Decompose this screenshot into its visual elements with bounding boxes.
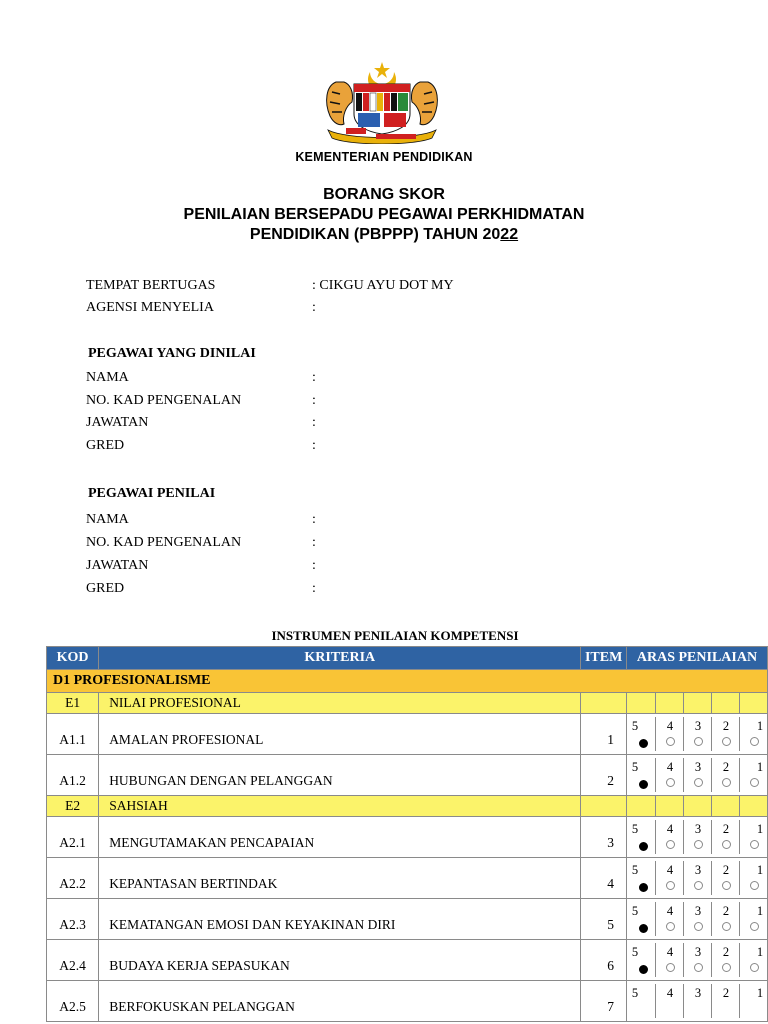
element-row [47,796,768,817]
rating-option-label: 3 [694,719,702,733]
rating-option [711,902,740,936]
assessee-position-value: : [312,415,316,430]
rating-cell [626,755,767,796]
rating-radio[interactable] [722,778,731,787]
assessee-name-label: NAMA [86,370,129,385]
rating-option [627,861,655,895]
row-code: A2.3 [47,899,99,940]
rating-radio[interactable] [722,737,731,746]
row-label: SAHSIAH [99,796,581,817]
rating-option [711,861,740,895]
level-cell-blank [655,693,684,713]
rating-radio[interactable] [722,840,731,849]
rating-option [739,717,768,751]
rating-option [627,820,655,854]
rating-radio[interactable] [639,780,648,789]
level-cell-blank [655,796,684,816]
row-label: HUBUNGAN DENGAN PELANGGAN [99,755,581,796]
domain-row [47,670,768,693]
rating-option [711,820,740,854]
rating-option [683,861,712,895]
rating-option [683,902,712,936]
rating-option-label: 1 [756,945,764,959]
rating-radio[interactable] [639,842,648,851]
rating-radio[interactable] [666,922,675,931]
rating-radio[interactable] [750,737,759,746]
level-cell-blank [683,693,712,713]
row-code: A1.1 [47,714,99,755]
rating-radio[interactable] [722,963,731,972]
rating-option [711,717,740,751]
rating-radio[interactable] [694,922,703,931]
rating-option-label: 2 [722,945,730,959]
level-cell-blank [683,796,712,816]
level-cell-blank [739,693,768,713]
workplace-value: : CIKGU AYU DOT MY [312,278,454,293]
rating-option-label: 4 [666,719,674,733]
rating-radio[interactable] [639,965,648,974]
rating-option-label: 1 [756,822,764,836]
workplace-label: TEMPAT BERTUGAS [86,278,216,293]
assessor-grade-value: : [312,581,316,596]
row-label: KEMATANGAN EMOSI DAN KEYAKINAN DIRI [99,899,581,940]
rating-option-label: 3 [694,986,702,1000]
rating-option-label: 1 [756,863,764,877]
assessor-grade-label: GRED [86,581,125,596]
rating-radio[interactable] [750,922,759,931]
row-label: BERFOKUSKAN PELANGGAN [99,981,581,1022]
col-header-item: ITEM [581,647,627,670]
rating-cell [626,899,767,940]
criteria-row [47,714,768,755]
level-cell-blank [627,796,655,816]
rating-option [627,902,655,936]
row-item-number: 6 [581,940,627,981]
rating-option-label: 4 [666,904,674,918]
row-code: E1 [47,693,99,714]
row-levels-blank [626,693,767,714]
criteria-row [47,899,768,940]
rating-option [655,902,684,936]
rating-option [711,758,740,792]
rating-option-label: 2 [722,904,730,918]
rating-radio[interactable] [666,778,675,787]
row-levels-blank [626,796,767,817]
rating-option-label: 4 [666,760,674,774]
rating-radio[interactable] [750,881,759,890]
rating-option-label: 2 [722,719,730,733]
assessee-ic-value: : [312,393,316,408]
rating-radio[interactable] [750,963,759,972]
rating-option [655,984,684,1018]
rating-cell [626,714,767,755]
level-cell-blank [739,796,768,816]
row-label: MENGUTAMAKAN PENCAPAIAN [99,817,581,858]
assessor-heading: PEGAWAI PENILAI [88,486,216,501]
row-code: A2.5 [47,981,99,1022]
rating-cell [626,817,767,858]
rating-option [683,820,712,854]
rating-option-label: 4 [666,986,674,1000]
rating-option-label: 4 [666,863,674,877]
rating-option [711,943,740,977]
rating-option-label: 4 [666,945,674,959]
rating-radio[interactable] [722,922,731,931]
rating-option [627,758,655,792]
assessee-heading: PEGAWAI YANG DINILAI [88,346,256,361]
rating-option-label: 5 [631,760,639,774]
level-cell-blank [627,693,655,713]
rating-option [711,984,740,1018]
row-item-number: 2 [581,755,627,796]
rating-option-label: 1 [756,904,764,918]
col-header-code: KOD [47,647,99,670]
col-header-criteria: KRITERIA [99,647,581,670]
assessor-ic-value: : [312,535,316,550]
rating-option-label: 3 [694,863,702,877]
assessee-name-value: : [312,370,316,385]
row-label: NILAI PROFESIONAL [99,693,581,714]
rating-option-label: 3 [694,904,702,918]
row-code: E2 [47,796,99,817]
assessee-position-label: JAWATAN [86,415,149,430]
rating-option-label: 2 [722,863,730,877]
rating-option [655,861,684,895]
rating-radio[interactable] [666,840,675,849]
rating-option [627,984,655,1018]
rating-option [739,758,768,792]
rating-option [627,943,655,977]
rating-option [683,943,712,977]
rating-radio[interactable] [694,963,703,972]
col-header-levels: ARAS PENILAIAN [626,647,767,670]
rating-option-label: 5 [631,863,639,877]
criteria-row [47,940,768,981]
rating-option [739,820,768,854]
rating-radio[interactable] [639,924,648,933]
rating-cell [626,940,767,981]
rating-radio[interactable] [639,739,648,748]
rating-radio[interactable] [750,778,759,787]
rating-option-label: 5 [631,986,639,1000]
rating-radio[interactable] [694,881,703,890]
rating-option [739,943,768,977]
agency-value: : [312,300,316,315]
assessor-position-value: : [312,558,316,573]
rating-radio[interactable] [666,737,675,746]
assessor-ic-label: NO. KAD PENGENALAN [86,535,242,550]
row-label: BUDAYA KERJA SEPASUKAN [99,940,581,981]
row-code: A2.1 [47,817,99,858]
criteria-row [47,981,768,1022]
rating-option-label: 5 [631,822,639,836]
row-item-number: 1 [581,714,627,755]
rating-option [655,758,684,792]
row-item-blank [581,693,627,714]
assessee-grade-label: GRED [86,438,125,453]
rating-radio[interactable] [639,883,648,892]
assessor-name-value: : [312,512,316,527]
rating-option-label: 5 [631,904,639,918]
rating-option-label: 1 [756,719,764,733]
agency-label: AGENSI MENYELIA [86,300,214,315]
rating-option-label: 3 [694,945,702,959]
table-header-row [47,647,768,670]
row-code: A2.2 [47,858,99,899]
row-label: KEPANTASAN BERTINDAK [99,858,581,899]
row-item-number: 3 [581,817,627,858]
row-code: A2.4 [47,940,99,981]
assessee-grade-value: : [312,438,316,453]
rating-option-label: 5 [631,945,639,959]
rating-cell [626,858,767,899]
rating-radio[interactable] [694,840,703,849]
rating-radio[interactable] [666,963,675,972]
criteria-row [47,755,768,796]
element-row [47,693,768,714]
malaysia-coat-of-arms [318,62,446,144]
row-item-number: 7 [581,981,627,1022]
level-cell-blank [711,796,740,816]
rating-option [655,820,684,854]
form-title: BORANG SKOR [323,186,445,203]
rating-option-label: 1 [756,986,764,1000]
row-label: AMALAN PROFESIONAL [99,714,581,755]
rating-option-label: 4 [666,822,674,836]
rating-option-label: 2 [722,760,730,774]
assessee-ic-label: NO. KAD PENGENALAN [86,393,242,408]
rating-option-label: 2 [722,822,730,836]
rating-option-label: 5 [631,719,639,733]
rating-option [683,758,712,792]
domain-label: D1 PROFESIONALISME [47,670,768,693]
rating-option [683,984,712,1018]
assessor-position-label: JAWATAN [86,558,149,573]
assessor-name-label: NAMA [86,512,129,527]
rating-option-label: 3 [694,760,702,774]
rating-option [627,717,655,751]
rating-radio[interactable] [750,840,759,849]
rating-radio[interactable] [666,881,675,890]
rating-option [739,902,768,936]
row-item-number: 4 [581,858,627,899]
rating-radio[interactable] [694,778,703,787]
form-subtitle-line1: PENILAIAN BERSEPADU PEGAWAI PERKHIDMATAN [183,206,585,223]
rating-option-label: 2 [722,986,730,1000]
competency-table [46,646,768,1022]
ministry-name: KEMENTERIAN PENDIDIKAN [295,150,473,164]
rating-option [683,717,712,751]
row-item-number: 5 [581,899,627,940]
rating-option-label: 1 [756,760,764,774]
form-subtitle-line2: PENDIDIKAN (PBPPP) TAHUN 2022 [249,226,519,243]
criteria-row [47,817,768,858]
row-code: A1.2 [47,755,99,796]
level-cell-blank [711,693,740,713]
rating-cell [626,981,767,1022]
rating-option [655,717,684,751]
rating-radio[interactable] [694,737,703,746]
criteria-row [47,858,768,899]
instrument-title: INSTRUMEN PENILAIAN KOMPETENSI [271,628,519,643]
rating-option [739,984,768,1018]
rating-option [739,861,768,895]
row-item-blank [581,796,627,817]
rating-radio[interactable] [722,881,731,890]
rating-option [655,943,684,977]
rating-option-label: 3 [694,822,702,836]
